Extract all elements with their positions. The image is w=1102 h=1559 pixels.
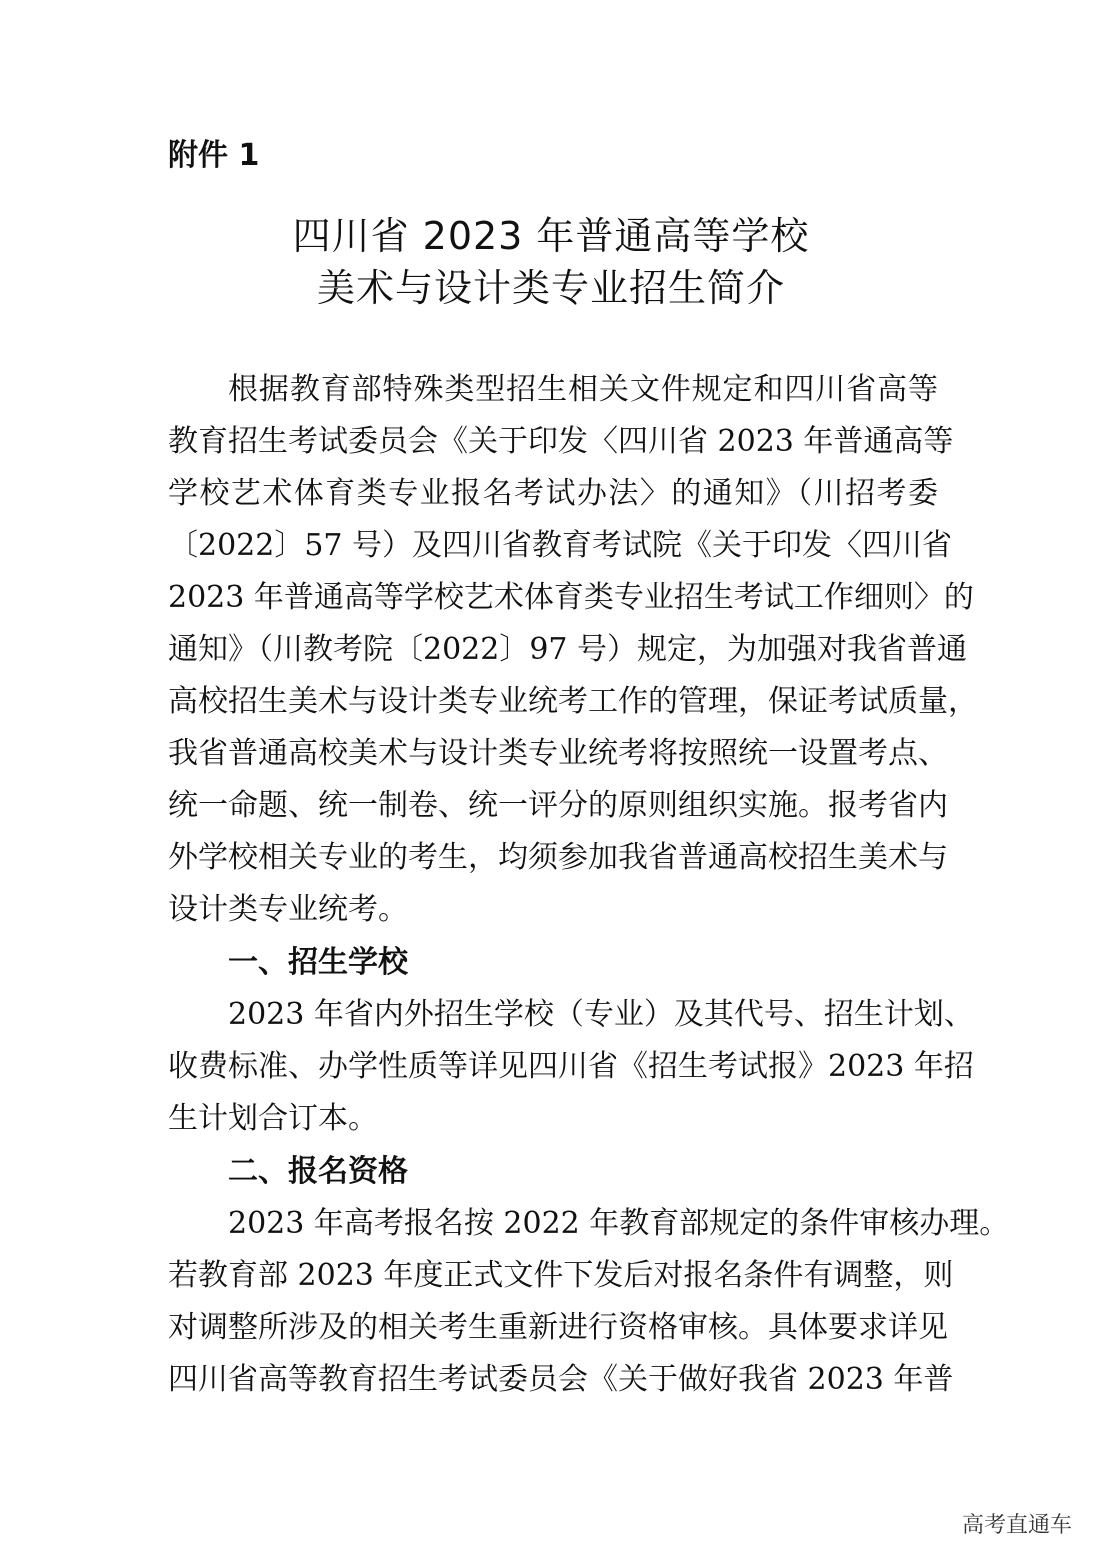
paragraph-line: 教育招生考试委员会《关于印发〈四川省 2023 年普通高等 xyxy=(168,424,954,459)
paragraph-line: 收费标准、办学性质等详见四川省《招生考试报》2023 年招 xyxy=(168,1049,974,1084)
paragraph-line: 我省普通高校美术与设计类专业统考将按照统一设置考点、 xyxy=(168,736,948,771)
section-heading-eligibility: 二、报名资格 xyxy=(228,1154,408,1189)
paragraph-line: 2023 年普通高等学校艺术体育类专业招生考试工作细则〉的 xyxy=(168,580,974,615)
paragraph-line: 2023 年省内外招生学校（专业）及其代号、招生计划、 xyxy=(228,997,974,1032)
attachment-label: 附件 1 xyxy=(168,138,260,173)
paragraph-line: 根据教育部特殊类型招生相关文件规定和四川省高等 xyxy=(228,372,938,407)
paragraph-line: 高校招生美术与设计类专业统考工作的管理，保证考试质量， xyxy=(168,684,978,719)
paragraph-line: 生计划合订本。 xyxy=(168,1101,378,1136)
paragraph-line: 学校艺术体育类专业报名考试办法〉的通知》（川招考委 xyxy=(168,476,938,511)
document-title-line-1: 四川省 2023 年普通高等学校 xyxy=(292,214,810,258)
paragraph-line: 对调整所涉及的相关考生重新进行资格审核。具体要求详见 xyxy=(168,1310,948,1345)
paragraph-line: 设计类专业统考。 xyxy=(168,892,408,927)
paragraph-line: 2023 年高考报名按 2022 年教育部规定的条件审核办理。 xyxy=(228,1206,1010,1241)
paragraph-line: 〔2022〕57 号）及四川省教育考试院《关于印发〈四川省 xyxy=(168,528,953,563)
document-title-line-2: 美术与设计类专业招生简介 xyxy=(316,266,785,310)
paragraph-line: 通知》（川教考院〔2022〕97 号）规定，为加强对我省普通 xyxy=(168,632,968,667)
watermark-label: 高考直通车 xyxy=(961,1513,1072,1538)
section-heading-schools: 一、招生学校 xyxy=(228,945,408,980)
paragraph-line: 若教育部 2023 年度正式文件下发后对报名条件有调整，则 xyxy=(168,1258,954,1293)
paragraph-line: 外学校相关专业的考生，均须参加我省普通高校招生美术与 xyxy=(168,840,948,875)
paragraph-line: 统一命题、统一制卷、统一评分的原则组织实施。报考省内 xyxy=(168,788,948,823)
paragraph-line: 四川省高等教育招生考试委员会《关于做好我省 2023 年普 xyxy=(168,1362,954,1397)
